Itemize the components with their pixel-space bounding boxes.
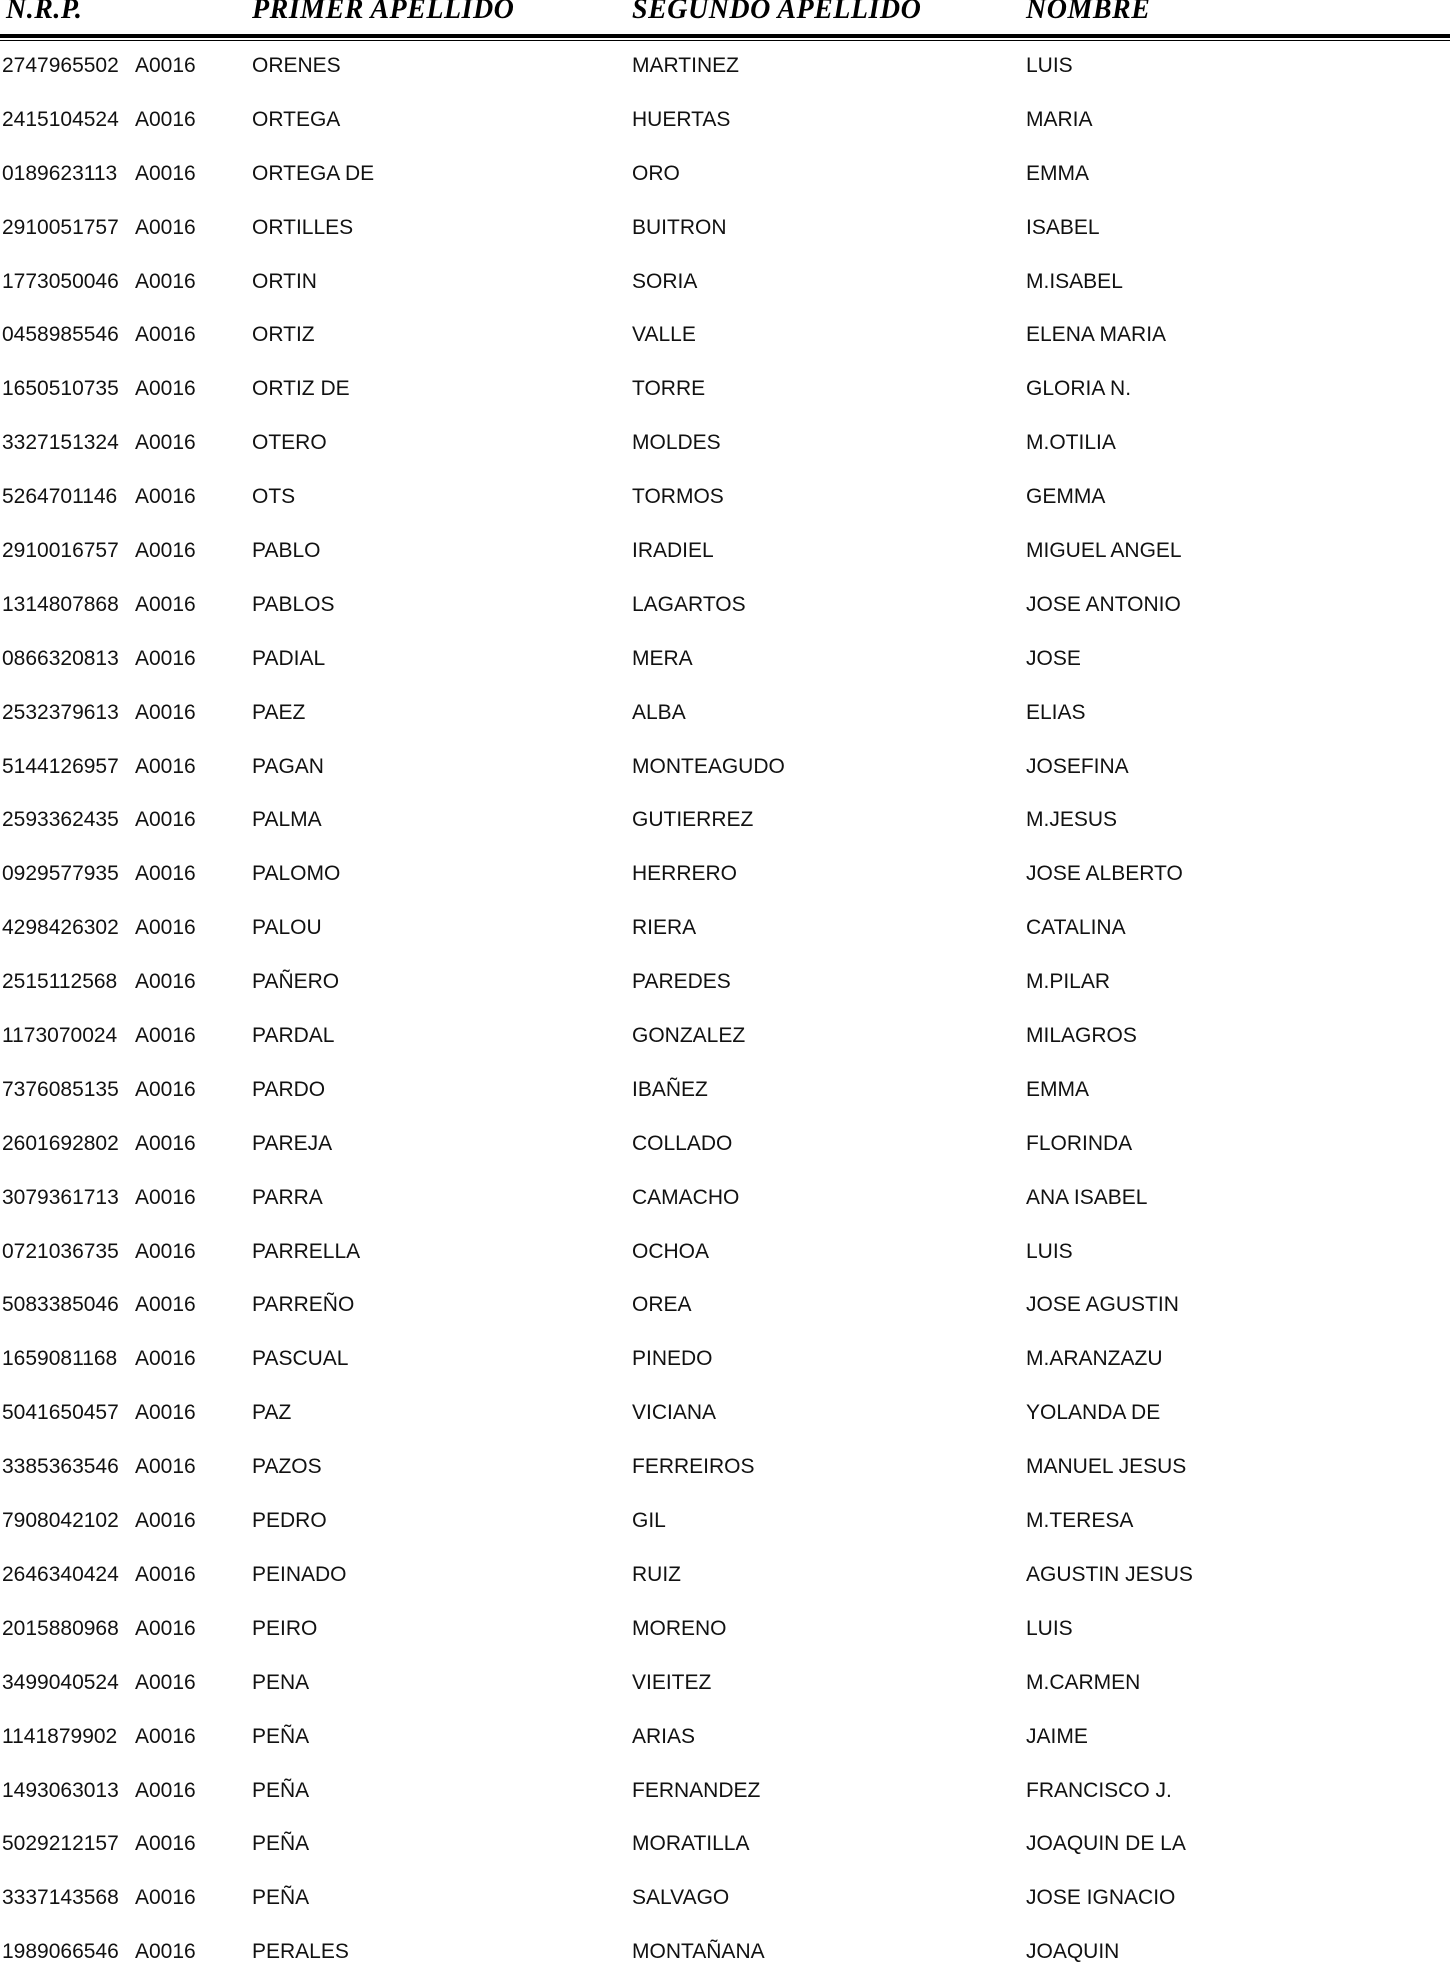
cell-nrp: 0929577935 <box>2 862 119 886</box>
cell-nombre: ISABEL <box>1026 215 1100 239</box>
cell-nombre: LUIS <box>1026 1616 1073 1640</box>
cell-codigo: A0016 <box>135 161 196 185</box>
cell-primer-apellido: ORTIN <box>252 269 317 293</box>
cell-nrp: 2415104524 <box>2 107 119 131</box>
header-nombre: NOMBRE <box>1026 0 1151 25</box>
cell-nombre: M.OTILIA <box>1026 431 1116 455</box>
table-row <box>0 1933 1450 1987</box>
cell-segundo-apellido: GIL <box>632 1509 666 1533</box>
cell-nrp: 2646340424 <box>2 1562 119 1586</box>
cell-segundo-apellido: HERRERO <box>632 862 738 886</box>
table-row <box>0 694 1450 748</box>
table-body <box>0 47 1450 1987</box>
cell-nombre: EMMA <box>1026 1077 1089 1101</box>
cell-primer-apellido: PEÑA <box>252 1886 310 1910</box>
cell-primer-apellido: PARDAL <box>252 1024 335 1048</box>
table-row <box>0 263 1450 317</box>
table-row <box>0 1179 1450 1233</box>
header-rule-thin <box>0 40 1450 41</box>
cell-primer-apellido: PALOU <box>252 916 322 940</box>
cell-nrp: 3385363546 <box>2 1455 119 1479</box>
cell-nrp: 2015880968 <box>2 1616 119 1640</box>
cell-segundo-apellido: MONTEAGUDO <box>632 754 785 778</box>
cell-segundo-apellido: IBAÑEZ <box>632 1077 708 1101</box>
cell-nrp: 0458985546 <box>2 323 119 347</box>
table-row <box>0 1718 1450 1772</box>
cell-segundo-apellido: IRADIEL <box>632 539 714 563</box>
cell-nombre: M.CARMEN <box>1026 1670 1141 1694</box>
cell-nrp: 7376085135 <box>2 1077 119 1101</box>
cell-nombre: JOSE <box>1026 646 1081 670</box>
cell-primer-apellido: PEIRO <box>252 1616 318 1640</box>
table-row <box>0 963 1450 1017</box>
cell-primer-apellido: PEDRO <box>252 1509 327 1533</box>
cell-nombre: GLORIA N. <box>1026 377 1132 401</box>
table-row <box>0 1879 1450 1933</box>
cell-segundo-apellido: HUERTAS <box>632 107 731 131</box>
cell-codigo: A0016 <box>135 700 196 724</box>
cell-primer-apellido: ORENES <box>252 54 341 77</box>
cell-segundo-apellido: MOLDES <box>632 431 721 455</box>
cell-codigo: A0016 <box>135 754 196 778</box>
cell-nrp: 2910051757 <box>2 215 119 239</box>
cell-nombre: FRANCISCO J. <box>1026 1778 1172 1802</box>
cell-codigo: A0016 <box>135 431 196 455</box>
cell-nrp: 0866320813 <box>2 646 119 670</box>
cell-segundo-apellido: CAMACHO <box>632 1185 740 1209</box>
cell-nrp: 1989066546 <box>2 1940 119 1964</box>
cell-nombre: JOAQUIN DE LA <box>1026 1832 1186 1856</box>
header-primer-apellido: PRIMER APELLIDO <box>252 0 515 25</box>
cell-nombre: JOSE AGUSTIN <box>1026 1293 1179 1317</box>
table-row <box>0 532 1450 586</box>
cell-segundo-apellido: OCHOA <box>632 1239 710 1263</box>
cell-segundo-apellido: VIEITEZ <box>632 1670 712 1694</box>
cell-segundo-apellido: OREA <box>632 1293 692 1317</box>
cell-codigo: A0016 <box>135 1455 196 1479</box>
cell-codigo: A0016 <box>135 1562 196 1586</box>
cell-primer-apellido: ORTEGA DE <box>252 161 375 185</box>
cell-nrp: 5029212157 <box>2 1832 119 1856</box>
cell-primer-apellido: PAZOS <box>252 1455 322 1479</box>
cell-codigo: A0016 <box>135 1347 196 1371</box>
cell-nrp: 0721036735 <box>2 1239 119 1263</box>
cell-codigo: A0016 <box>135 1670 196 1694</box>
cell-codigo: A0016 <box>135 1077 196 1101</box>
cell-primer-apellido: PAGAN <box>252 754 324 778</box>
cell-segundo-apellido: TORRE <box>632 377 706 401</box>
header-nrp: N.R.P. <box>6 0 83 25</box>
table-row <box>0 155 1450 209</box>
cell-nrp: 3337143568 <box>2 1886 119 1910</box>
cell-segundo-apellido: MARTINEZ <box>632 54 739 77</box>
cell-primer-apellido: PAREJA <box>252 1131 333 1155</box>
table-row <box>0 1017 1450 1071</box>
table-header <box>0 0 1450 36</box>
cell-primer-apellido: PARRA <box>252 1185 323 1209</box>
cell-nrp: 1650510735 <box>2 377 119 401</box>
cell-nrp: 2747965502 <box>2 54 119 77</box>
table-row <box>0 1610 1450 1664</box>
table-row <box>0 1286 1450 1340</box>
cell-segundo-apellido: GUTIERREZ <box>632 808 754 832</box>
cell-nombre: JAIME <box>1026 1724 1088 1748</box>
cell-segundo-apellido: VICIANA <box>632 1401 717 1425</box>
cell-primer-apellido: ORTEGA <box>252 107 341 131</box>
cell-codigo: A0016 <box>135 1778 196 1802</box>
cell-segundo-apellido: TORMOS <box>632 485 724 509</box>
cell-primer-apellido: PASCUAL <box>252 1347 349 1371</box>
cell-nombre: GEMMA <box>1026 485 1106 509</box>
cell-nombre: MILAGROS <box>1026 1024 1137 1048</box>
cell-nrp: 3499040524 <box>2 1670 119 1694</box>
table-row <box>0 370 1450 424</box>
cell-nrp: 5264701146 <box>2 485 118 509</box>
cell-segundo-apellido: FERNANDEZ <box>632 1778 761 1802</box>
table-row <box>0 748 1450 802</box>
cell-nrp: 2593362435 <box>2 808 119 832</box>
cell-nrp: 1173070024 <box>2 1024 118 1048</box>
cell-codigo: A0016 <box>135 107 196 131</box>
cell-segundo-apellido: RIERA <box>632 916 697 940</box>
cell-segundo-apellido: ALBA <box>632 700 686 724</box>
cell-codigo: A0016 <box>135 323 196 347</box>
cell-primer-apellido: PAEZ <box>252 700 306 724</box>
cell-nombre: JOAQUIN <box>1026 1940 1120 1964</box>
cell-segundo-apellido: BUITRON <box>632 215 727 239</box>
cell-nrp: 2532379613 <box>2 700 119 724</box>
cell-nrp: 1659081168 <box>2 1347 118 1371</box>
cell-segundo-apellido: SORIA <box>632 269 698 293</box>
cell-segundo-apellido: PINEDO <box>632 1347 713 1371</box>
cell-codigo: A0016 <box>135 1886 196 1910</box>
cell-codigo: A0016 <box>135 808 196 832</box>
table-row <box>0 855 1450 909</box>
cell-nrp: 2515112568 <box>2 970 118 994</box>
cell-primer-apellido: PAÑERO <box>252 970 340 994</box>
table-row <box>0 909 1450 963</box>
cell-primer-apellido: PARREÑO <box>252 1293 355 1317</box>
cell-codigo: A0016 <box>135 1185 196 1209</box>
cell-nrp: 1141879902 <box>2 1724 118 1748</box>
cell-primer-apellido: ORTILLES <box>252 215 354 239</box>
cell-nombre: JOSE ALBERTO <box>1026 862 1183 886</box>
cell-segundo-apellido: SALVAGO <box>632 1886 730 1910</box>
cell-nombre: M.JESUS <box>1026 808 1118 832</box>
cell-codigo: A0016 <box>135 539 196 563</box>
cell-nrp: 1773050046 <box>2 269 119 293</box>
cell-codigo: A0016 <box>135 1401 196 1425</box>
cell-nombre: M.PILAR <box>1026 970 1111 994</box>
cell-codigo: A0016 <box>135 215 196 239</box>
cell-codigo: A0016 <box>135 970 196 994</box>
cell-primer-apellido: PABLOS <box>252 592 335 616</box>
cell-nombre: M.TERESA <box>1026 1509 1134 1533</box>
cell-nombre: MARIA <box>1026 107 1093 131</box>
cell-nrp: 7908042102 <box>2 1509 119 1533</box>
cell-nombre: LUIS <box>1026 54 1073 77</box>
cell-nombre: CATALINA <box>1026 916 1126 940</box>
table-row <box>0 101 1450 155</box>
cell-nrp: 5144126957 <box>2 754 119 778</box>
cell-segundo-apellido: COLLADO <box>632 1131 733 1155</box>
table-row <box>0 1340 1450 1394</box>
cell-segundo-apellido: GONZALEZ <box>632 1024 746 1048</box>
cell-primer-apellido: PALOMO <box>252 862 341 886</box>
cell-primer-apellido: PAZ <box>252 1401 292 1425</box>
cell-codigo: A0016 <box>135 1131 196 1155</box>
cell-segundo-apellido: ARIAS <box>632 1724 696 1748</box>
cell-codigo: A0016 <box>135 1024 196 1048</box>
cell-nrp: 1493063013 <box>2 1778 119 1802</box>
cell-primer-apellido: PEÑA <box>252 1724 310 1748</box>
header-segundo-apellido: SEGUNDO APELLIDO <box>632 0 922 25</box>
table-row <box>0 1125 1450 1179</box>
cell-nrp: 3327151324 <box>2 431 119 455</box>
cell-codigo: A0016 <box>135 377 196 401</box>
header-rule <box>0 34 1450 38</box>
cell-segundo-apellido: MORATILLA <box>632 1832 750 1856</box>
cell-codigo: A0016 <box>135 1940 196 1964</box>
cell-nombre: ANA ISABEL <box>1026 1185 1148 1209</box>
cell-nrp: 5083385046 <box>2 1293 119 1317</box>
cell-nombre: JOSE IGNACIO <box>1026 1886 1176 1910</box>
table-row <box>0 1556 1450 1610</box>
cell-segundo-apellido: FERREIROS <box>632 1455 755 1479</box>
cell-nombre: ELIAS <box>1026 700 1086 724</box>
cell-nombre: EMMA <box>1026 161 1089 185</box>
table-row <box>0 1772 1450 1826</box>
cell-codigo: A0016 <box>135 646 196 670</box>
cell-segundo-apellido: MORENO <box>632 1616 727 1640</box>
table-row <box>0 1825 1450 1879</box>
cell-primer-apellido: PERALES <box>252 1940 349 1964</box>
cell-codigo: A0016 <box>135 54 196 77</box>
cell-nombre: MIGUEL ANGEL <box>1026 539 1182 563</box>
cell-codigo: A0016 <box>135 485 196 509</box>
cell-primer-apellido: PARDO <box>252 1077 326 1101</box>
cell-codigo: A0016 <box>135 916 196 940</box>
cell-nrp: 5041650457 <box>2 1401 119 1425</box>
cell-codigo: A0016 <box>135 269 196 293</box>
cell-codigo: A0016 <box>135 1509 196 1533</box>
cell-codigo: A0016 <box>135 1239 196 1263</box>
cell-primer-apellido: PADIAL <box>252 646 326 670</box>
cell-segundo-apellido: LAGARTOS <box>632 592 746 616</box>
cell-primer-apellido: OTS <box>252 485 296 509</box>
cell-segundo-apellido: RUIZ <box>632 1562 681 1586</box>
cell-primer-apellido: ORTIZ <box>252 323 315 347</box>
cell-nombre: M.ARANZAZU <box>1026 1347 1163 1371</box>
cell-nrp: 2910016757 <box>2 539 119 563</box>
cell-primer-apellido: ORTIZ DE <box>252 377 350 401</box>
table-row <box>0 801 1450 855</box>
cell-nombre: MANUEL JESUS <box>1026 1455 1187 1479</box>
cell-segundo-apellido: MERA <box>632 646 693 670</box>
cell-primer-apellido: PENA <box>252 1670 310 1694</box>
table-row <box>0 586 1450 640</box>
cell-segundo-apellido: VALLE <box>632 323 696 347</box>
table-row <box>0 1071 1450 1125</box>
cell-segundo-apellido: MONTAÑANA <box>632 1940 765 1964</box>
cell-primer-apellido: PABLO <box>252 539 321 563</box>
cell-primer-apellido: PEÑA <box>252 1778 310 1802</box>
table-row <box>0 478 1450 532</box>
cell-nrp: 0189623113 <box>2 161 118 185</box>
cell-nombre: FLORINDA <box>1026 1131 1133 1155</box>
table-row <box>0 1233 1450 1287</box>
cell-nombre: YOLANDA DE <box>1026 1401 1161 1425</box>
table-row <box>0 209 1450 263</box>
table-row <box>0 1664 1450 1718</box>
cell-nrp: 4298426302 <box>2 916 119 940</box>
cell-primer-apellido: PEÑA <box>252 1832 310 1856</box>
table-row <box>0 1394 1450 1448</box>
cell-segundo-apellido: PAREDES <box>632 970 731 994</box>
cell-nombre: JOSEFINA <box>1026 754 1129 778</box>
cell-codigo: A0016 <box>135 1724 196 1748</box>
cell-primer-apellido: PEINADO <box>252 1562 347 1586</box>
cell-codigo: A0016 <box>135 592 196 616</box>
table-row <box>0 1448 1450 1502</box>
cell-codigo: A0016 <box>135 862 196 886</box>
cell-nrp: 2601692802 <box>2 1131 119 1155</box>
cell-primer-apellido: PARRELLA <box>252 1239 361 1263</box>
table-row <box>0 316 1450 370</box>
cell-nrp: 3079361713 <box>2 1185 119 1209</box>
cell-codigo: A0016 <box>135 1832 196 1856</box>
cell-nrp: 1314807868 <box>2 592 119 616</box>
cell-nombre: ELENA MARIA <box>1026 323 1167 347</box>
cell-nombre: AGUSTIN JESUS <box>1026 1562 1193 1586</box>
cell-primer-apellido: OTERO <box>252 431 327 455</box>
table-row <box>0 640 1450 694</box>
cell-primer-apellido: PALMA <box>252 808 322 832</box>
table-row <box>0 424 1450 478</box>
cell-nombre: LUIS <box>1026 1239 1073 1263</box>
cell-segundo-apellido: ORO <box>632 161 680 185</box>
cell-nombre: JOSE ANTONIO <box>1026 592 1181 616</box>
cell-codigo: A0016 <box>135 1293 196 1317</box>
cell-codigo: A0016 <box>135 1616 196 1640</box>
table-row <box>0 1502 1450 1556</box>
cell-nombre: M.ISABEL <box>1026 269 1123 293</box>
table-row <box>0 47 1450 101</box>
